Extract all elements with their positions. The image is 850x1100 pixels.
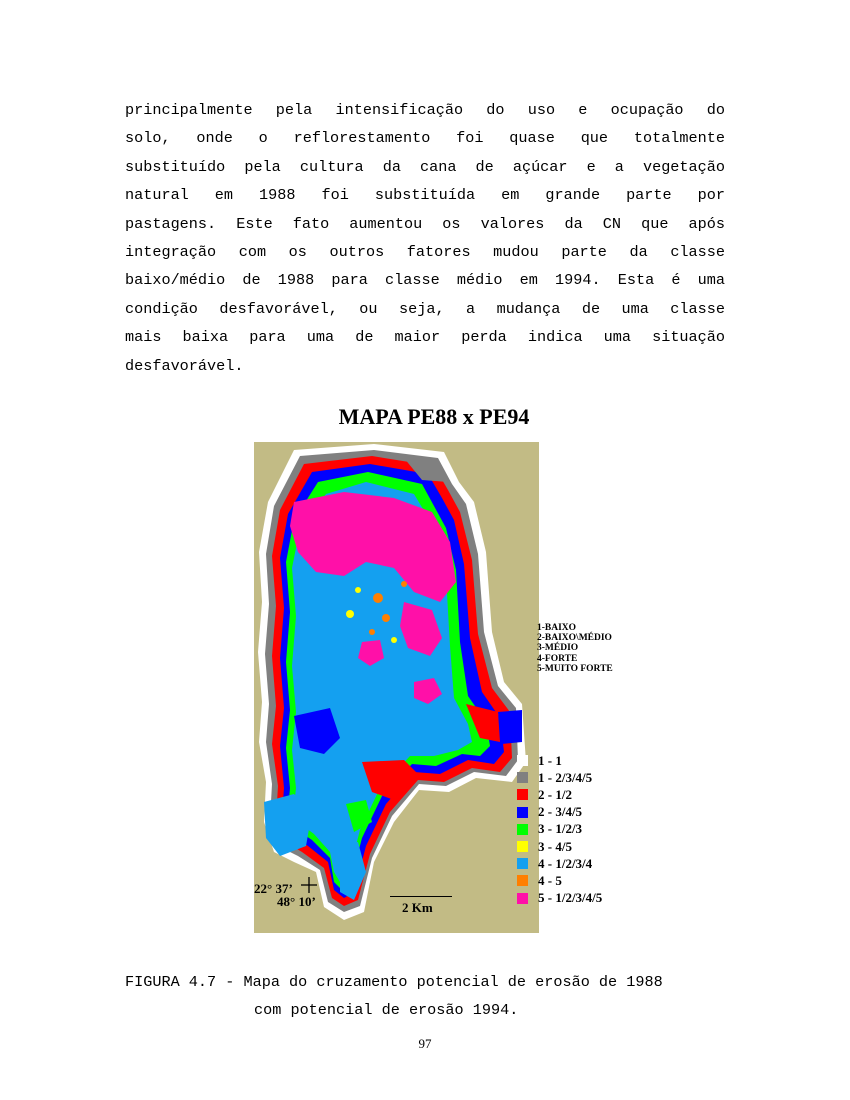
legend-row [517,838,602,855]
coordinate-longitude: 48° 10’ [277,894,316,909]
paragraph-line: pastagens. Este fato aumentou os valores da CN que após [125,214,725,233]
paragraph-line: natural em 1988 foi substituída em grande parte por [125,186,725,205]
legend-swatch [517,807,528,818]
body-paragraph [125,96,725,380]
class-legend-item: 1-BAIXO [537,623,577,633]
class-legend-item: 2-BAIXO\MÉDIO [537,633,612,644]
paragraph-line: condição desfavorável, ou seja, a mudança de uma classe [125,299,725,318]
legend-row [517,890,602,907]
color-legend [517,752,602,907]
legend-row [517,804,602,821]
caption-line-2: com potencial de erosão 1994. [254,1001,519,1020]
class-legend-item: 4-FORTE [537,653,578,664]
legend-label: 5 - 1/2/3/4/5 [538,890,603,906]
map-title: MAPA PE88 x PE94 [338,404,530,429]
legend-swatch [517,841,528,852]
figure-caption [125,968,745,1025]
class-legend [537,623,613,674]
crosshair-icon [300,876,318,894]
legend-label: 3 - 1/2/3 [538,821,583,837]
legend-swatch [517,789,528,800]
paragraph-line: desfavorável. [125,356,244,375]
class-legend-item: 3-MÉDIO [537,643,579,654]
legend-row [517,752,602,769]
legend-label: 2 - 3/4/5 [538,804,583,820]
legend-label: 1 - 1 [538,752,562,768]
scale-label: 2 Km [402,900,433,915]
paragraph-line: mais baixa para uma de maior perda indica uma situação [125,328,725,347]
legend-row [517,872,602,889]
legend-row [517,855,602,872]
legend-label: 4 - 1/2/3/4 [538,855,593,871]
legend-label: 4 - 5 [538,872,562,888]
legend-swatch [517,824,528,835]
paragraph-line: principalmente pela intensificação do uso e ocupação do [125,101,725,119]
paragraph-line: substituído pela cultura da cana de açúcar e a vegetação [125,157,725,176]
coordinate-latitude: 22° 37’ [254,881,293,896]
page-number: 97 [418,1036,432,1051]
scale-bar [390,896,452,897]
erosion-map-graphic [254,442,539,933]
legend-label: 1 - 2/3/4/5 [538,769,593,785]
legend-label: 2 - 1/2 [538,786,572,802]
paragraph-line: baixo/médio de 1988 para classe médio em 1994. Esta é uma [125,271,725,290]
paragraph-line: solo, onde o reflorestamento foi quase que totalmente [125,129,725,148]
legend-swatch [517,755,528,766]
legend-row [517,786,602,803]
legend-swatch [517,858,528,869]
legend-row [517,821,602,838]
paragraph-line: integração com os outros fatores mudou parte da classe [125,242,725,261]
legend-swatch [517,875,528,886]
legend-swatch [517,893,528,904]
caption-line-1: FIGURA 4.7 - Mapa do cruzamento potencial de erosão de 1988 [125,973,663,991]
legend-label: 3 - 4/5 [538,838,572,854]
class-legend-item: 5-MUITO FORTE [537,663,613,674]
legend-swatch [517,772,528,783]
legend-row [517,769,602,786]
erosion-map [254,442,539,933]
